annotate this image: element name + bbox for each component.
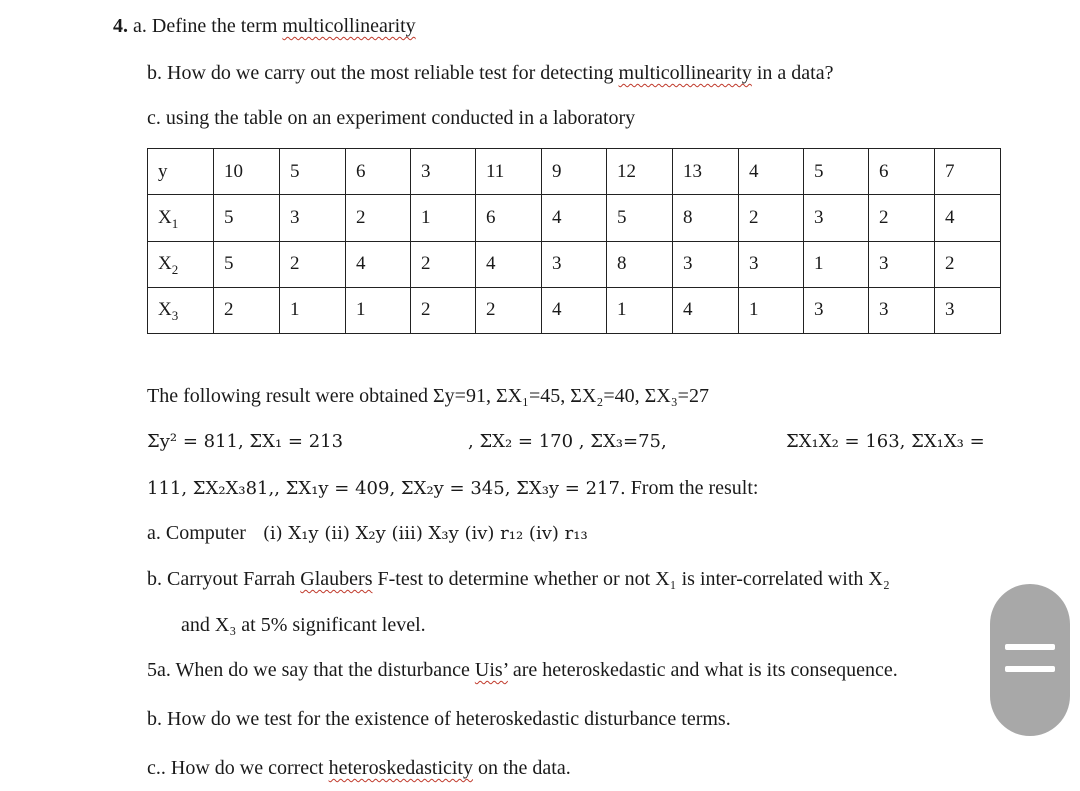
q4a-line	[113, 14, 416, 38]
table-cell: 3	[869, 287, 935, 333]
q5c-term: heteroskedasticity	[328, 757, 473, 779]
table-cell: 3	[804, 195, 869, 241]
table-cell: 10	[214, 149, 280, 195]
data-table	[147, 148, 1001, 334]
results-line-3-math: 111, ΣX₂X₃81,, ΣX₁y = 409, ΣX₂y = 345, ΣX₃y = 217.	[147, 478, 626, 499]
scroll-handle[interactable]	[990, 584, 1070, 736]
table-cell: 2	[869, 195, 935, 241]
q5a-text: 5a. When do we say that the disturbance	[147, 659, 475, 681]
table-cell: 1	[739, 287, 804, 333]
part-a-items: (i) X₁y (ii) X₂y (iii) X₃y (iv) r₁₂ (iv) r₁₃	[262, 523, 588, 544]
table-cell: 7	[935, 149, 1001, 195]
table-cell: 3	[804, 287, 869, 333]
results-line-3-text: From the result:	[625, 477, 759, 499]
q5c-text-end: on the data.	[473, 757, 571, 779]
table-cell: 2	[280, 241, 346, 287]
table-cell: 4	[476, 241, 542, 287]
table-cell: 5	[607, 195, 673, 241]
table-cell: 3	[673, 241, 739, 287]
part-a-line	[147, 521, 588, 546]
table-cell: 3	[280, 195, 346, 241]
table-cell: 5	[214, 195, 280, 241]
q5a-line	[147, 658, 898, 682]
q5a-text-end: are heteroskedastic and what is its consequence.	[507, 659, 898, 681]
part-b-continuation: and X₃ at 5% significant level.	[181, 614, 426, 636]
table-cell: 2	[935, 241, 1001, 287]
table-cell: 12	[607, 149, 673, 195]
table-cell: 2	[411, 287, 476, 333]
q5a-term: Uis’	[474, 659, 508, 681]
table-cell: 3	[411, 149, 476, 195]
table-cell: 3	[739, 241, 804, 287]
q5b-line: b. How do we test for the existence of heteroskedastic disturbance terms.	[147, 708, 731, 730]
table-cell: 4	[673, 287, 739, 333]
handle-grip-icon	[1005, 666, 1055, 672]
handle-grip-icon	[1005, 644, 1055, 650]
q4b-line	[147, 61, 833, 85]
part-b-line	[147, 567, 890, 591]
table-cell: 1	[411, 195, 476, 241]
results-line-1: The following result were obtained Σy=91, ΣX₁=45, ΣX₂=40, ΣX₃=27	[147, 385, 709, 407]
table-cell: 2	[346, 195, 411, 241]
table-row	[148, 195, 1001, 241]
row-label: y	[148, 149, 214, 195]
part-b-text: b. Carryout Farrah	[147, 568, 301, 590]
table-cell: 4	[935, 195, 1001, 241]
results-line-2a: Σy² = 811, ΣX₁ = 213	[147, 431, 344, 452]
table-cell: 11	[476, 149, 542, 195]
table-row	[148, 287, 1001, 333]
table-cell: 1	[607, 287, 673, 333]
table-cell: 4	[739, 149, 804, 195]
q4a-term: multicollinearity	[282, 15, 416, 37]
table-cell: 6	[346, 149, 411, 195]
q4b-text-end: in a data?	[751, 62, 834, 84]
table-cell: 2	[214, 287, 280, 333]
q4a-text: a. Define the term	[133, 15, 283, 37]
results-line-3	[147, 476, 758, 501]
part-a-label: a. Computer	[147, 522, 246, 544]
table-row	[148, 241, 1001, 287]
row-label: $X_2$	[148, 241, 214, 287]
q4b-term: multicollinearity	[618, 62, 752, 84]
table-cell: 3	[869, 241, 935, 287]
results-line-2c: ΣX₁X₂ = 163, ΣX₁X₃ =	[786, 431, 985, 452]
table-cell: 5	[804, 149, 869, 195]
table-cell: 9	[542, 149, 607, 195]
q4c-line: c. using the table on an experiment conducted in a laboratory	[147, 107, 636, 129]
q4b-text: b. How do we carry out the most reliable test for detecting	[147, 62, 619, 84]
results-line-2b: , ΣX₂ = 170 , ΣX₃=75,	[468, 431, 667, 452]
table-cell: 2	[476, 287, 542, 333]
q5c-text: c.. How do we correct	[147, 757, 329, 779]
table-cell: 1	[804, 241, 869, 287]
table-cell: 2	[411, 241, 476, 287]
table-cell: 1	[280, 287, 346, 333]
table-cell: 4	[542, 195, 607, 241]
table-cell: 13	[673, 149, 739, 195]
part-b-term: Glaubers	[300, 568, 373, 590]
table-cell: 5	[280, 149, 346, 195]
part-b-text-end: F-test to determine whether or not X₁ is inter-correlated with X₂	[372, 568, 890, 590]
table-cell: 8	[673, 195, 739, 241]
table-cell: 2	[739, 195, 804, 241]
table-cell: 5	[214, 241, 280, 287]
table-cell: 4	[346, 241, 411, 287]
table-cell: 8	[607, 241, 673, 287]
table-cell: 4	[542, 287, 607, 333]
table-cell: 6	[869, 149, 935, 195]
row-label: $X_1$	[148, 195, 214, 241]
table-cell: 3	[542, 241, 607, 287]
row-label: $X_3$	[148, 287, 214, 333]
q5c-line	[147, 756, 571, 780]
table-row	[148, 149, 1001, 195]
table-cell: 1	[346, 287, 411, 333]
question-number: 4.	[113, 15, 128, 37]
table-cell: 3	[935, 287, 1001, 333]
table-cell: 6	[476, 195, 542, 241]
